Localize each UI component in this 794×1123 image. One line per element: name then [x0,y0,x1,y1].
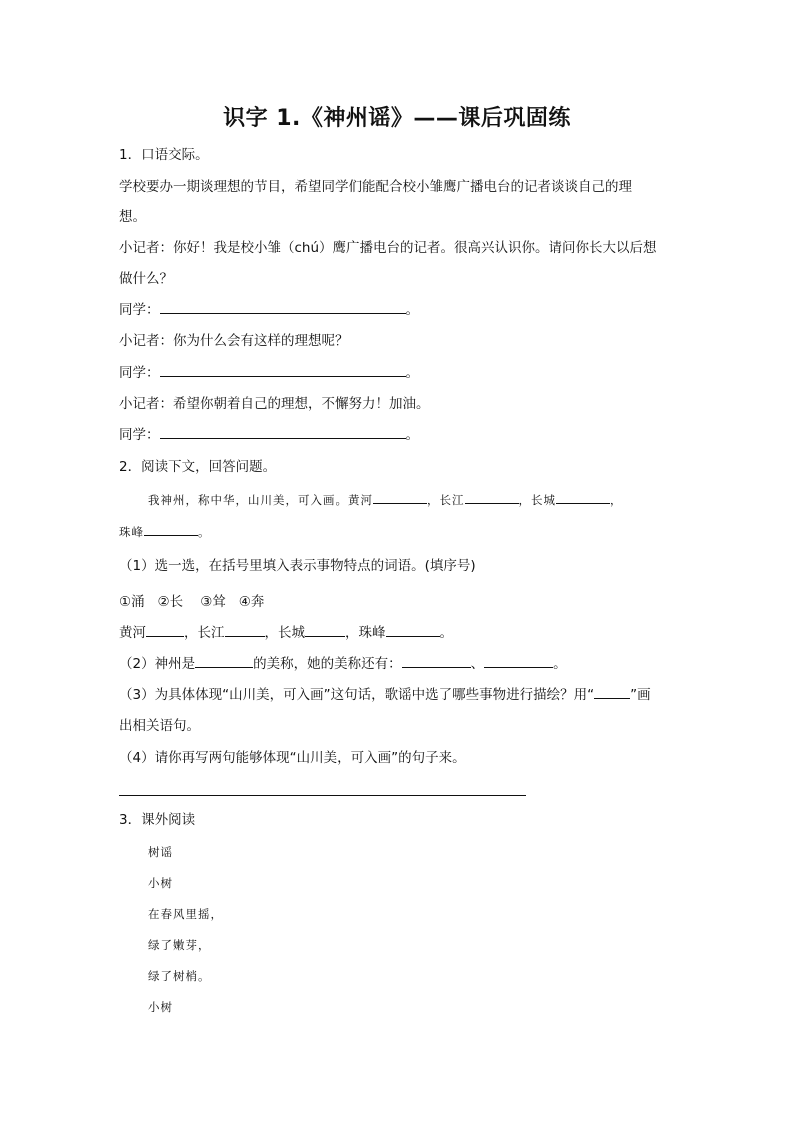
underline-sample [594,686,630,699]
answer-blank[interactable] [160,364,406,377]
q3-heading: 3．课外阅读 [119,812,196,828]
q1-reporter-encourage: 小记者：希望你朝着自己的理想，不懈努力！加油。 [119,396,430,412]
passage-blank[interactable] [144,523,198,536]
fill-blank[interactable] [386,624,440,637]
q1-reporter-line2: 做什么？ [119,271,173,287]
q2-passage-line2 [119,523,211,541]
poem-line: 小树 [148,1000,173,1014]
passage-text: ，长城 [518,493,556,507]
page-title: 识字 1.《神州谣》——课后巩固练 [223,106,571,131]
fill-text: 黄河 [119,625,146,641]
sub2-text: （2）神州是 [119,656,196,672]
passage-blank[interactable] [556,491,610,504]
passage-text: 。 [198,525,211,539]
q1-student-answer-1 [119,301,419,319]
fill-text: ，珠峰 [345,625,386,641]
q2-sub2 [119,655,567,673]
q1-reporter-line1: 小记者：你好！我是校小雏（chú）鹰广播电台的记者。很高兴认识你。请问你长大以后想 [119,240,657,256]
q2-sub4: （4）请你再写两句能够体现“山川美，可入画”的句子来。 [119,750,466,766]
sub2-blank[interactable] [195,655,253,668]
passage-text: 我神州，称中华，山川美，可入画。黄河 [148,493,373,507]
q2-sub1-fill [119,624,453,642]
poem-line: 小树 [148,876,173,890]
fill-text: ，长城 [264,625,305,641]
q1-intro-line2: 想。 [119,209,146,225]
end-mark: 。 [405,427,419,443]
poem-title: 树谣 [148,845,173,859]
q2-sub3-line1 [119,686,651,704]
q1-student-answer-2 [119,364,419,382]
poem-line: 绿了树梢。 [148,969,211,983]
fill-text: 。 [439,625,453,641]
end-mark: 。 [405,302,419,318]
sub2-text: 的美称，她的美称还有： [253,656,402,672]
answer-blank[interactable] [160,301,406,314]
q2-sub3-line2: 出相关语句。 [119,718,200,734]
sub2-text: 。 [553,656,567,672]
q2-heading: 2．阅读下文，回答问题。 [119,459,277,475]
q1-intro-line1: 学校要办一期谈理想的节目，希望同学们能配合校小雏鹰广播电台的记者谈谈自己的理 [119,179,632,195]
answer-blank[interactable] [160,426,406,439]
q2-sub4-answer-line[interactable] [119,795,526,796]
sub2-blank[interactable] [484,655,553,668]
end-mark: 。 [405,365,419,381]
fill-blank[interactable] [305,624,345,637]
q1-student-answer-3 [119,426,419,444]
fill-blank[interactable] [225,624,265,637]
poem-line: 绿了嫩芽， [148,938,211,952]
q2-sub1-options: ①涌 ②长 ③耸 ④奔 [119,594,265,610]
q2-sub1-prompt: （1）选一选，在括号里填入表示事物特点的词语。(填序号) [119,558,476,574]
poem-line: 在春风里摇， [148,907,223,921]
student-label: 同学： [119,365,160,381]
passage-text: ，长江 [427,493,465,507]
fill-text: ，长江 [184,625,225,641]
sub3-text: ”画 [630,687,651,703]
q1-heading: 1．口语交际。 [119,147,209,163]
passage-blank[interactable] [465,491,519,504]
student-label: 同学： [119,427,160,443]
student-label: 同学： [119,302,160,318]
sub3-text: （3）为具体体现“山川美，可入画”这句话，歌谣中选了哪些事物进行描绘？用“ [119,687,595,703]
q1-reporter-question-2: 小记者：你为什么会有这样的理想呢？ [119,333,349,349]
sub2-blank[interactable] [402,655,471,668]
q2-passage-line1 [148,491,623,509]
passage-blank[interactable] [373,491,427,504]
fill-blank[interactable] [146,624,184,637]
sub2-text: 、 [470,656,485,672]
passage-text: ， [610,493,623,507]
passage-text: 珠峰 [119,525,144,539]
